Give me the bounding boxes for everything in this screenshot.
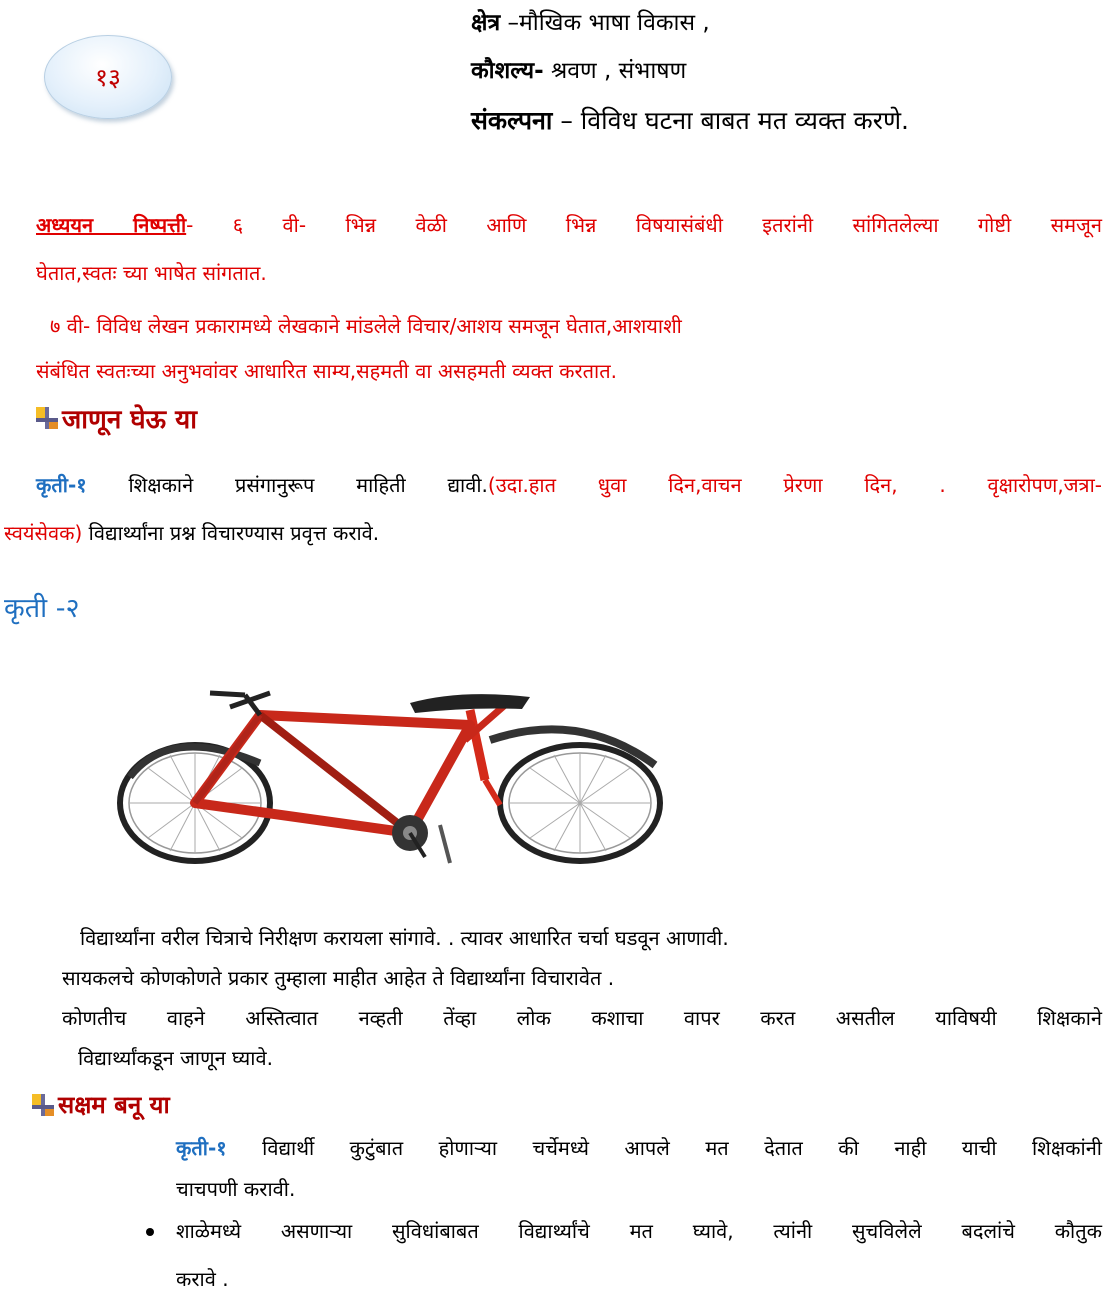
header-sankalpana: संकल्पना – विविध घटना बाबत मत व्यक्त करणे.: [471, 106, 909, 135]
lesson-number: १३: [94, 63, 121, 92]
bullet-dot-icon: [146, 1228, 154, 1236]
plus-bullet-icon: [36, 407, 58, 429]
section-janun-gheu-ya: [36, 400, 197, 436]
bicycle-image: [110, 685, 670, 870]
outcomes-label: अध्ययन निष्पत्ती: [36, 213, 187, 237]
outcomes-line-1: अध्ययन निष्पत्ती- ६ वी- भिन्न वेळी आणि भिन्न विषयासंबंधी इतरांनी सांगितलेल्या गोष्टी समजून: [36, 213, 1102, 237]
kruti1-line-2: स्वयंसेवक) विद्यार्थ्यांना प्रश्न विचारण्यास प्रवृत्त करावे.: [4, 521, 380, 545]
discussion-line-1: विद्यार्थ्यांना वरील चित्राचे निरीक्षण करायला सांगावे. . त्यावर आधारित चर्चा घडवून आणावी.: [80, 926, 729, 950]
lesson-number-badge: [44, 35, 172, 119]
bullet1-line-2: करावे .: [176, 1267, 229, 1291]
outcomes-line-2: घेतात,स्वतः च्या भाषेत सांगतात.: [36, 261, 267, 285]
kruti1-line-1: कृती-१ शिक्षकाने प्रसंगानुरूप माहिती द्यावी.(उदा.हात धुवा दिन,वाचन प्रेरणा दिन, . वृक्षारोपण,जत्रा-: [36, 473, 1102, 497]
section-saksham-banu-ya: [32, 1088, 170, 1121]
bullet1-line-1: शाळेमध्ये असणाऱ्या सुविधांबाबत विद्यार्थ्यांचे मत घ्यावे, त्यांनी सुचविलेले बदलांचे कौतुक: [176, 1219, 1102, 1243]
outcomes-line-3: ७ वी- विविध लेखन प्रकारामध्ये लेखकाने मांडलेले विचार/आशय समजून घेतात,आशयाशी: [50, 314, 682, 338]
section-title: सक्षम बनू या: [58, 1091, 170, 1119]
kruti1-label: कृती-१: [36, 473, 87, 497]
discussion-line-2: सायकलचे कोणकोणते प्रकार तुम्हाला माहीत आहेत ते विद्यार्थ्यांना विचारावेत .: [62, 966, 615, 990]
header-kaushalya: कौशल्य- श्रवण , संभाषण: [471, 58, 687, 84]
discussion-line-3: कोणतीच वाहने अस्तित्वात नव्हती तेंव्हा लोक कशाचा वापर करत असतील याविषयी शिक्षकाने: [62, 1006, 1102, 1030]
kruti3-line-1: कृती-१ विद्यार्थी कुटुंबात होणाऱ्या चर्चेमध्ये आपले मत देतात की नाही याची शिक्षकांनी: [176, 1136, 1102, 1160]
plus-bullet-icon: [32, 1094, 54, 1116]
outcomes-line-4: संबंधित स्वतःच्या अनुभवांवर आधारित साम्य,सहमती वा असहमती व्यक्त करतात.: [36, 359, 617, 383]
discussion-line-4: विद्यार्थ्यांकडून जाणून घ्यावे.: [78, 1046, 273, 1070]
section-title: जाणून घेऊ या: [62, 405, 197, 435]
kruti3-label: कृती-१: [176, 1136, 227, 1160]
kruti3-line-2: चाचपणी करावी.: [176, 1177, 296, 1201]
kruti2-label: कृती -२: [4, 593, 80, 624]
header-kshetra: क्षेत्र –मौखिक भाषा विकास ,: [471, 10, 710, 36]
